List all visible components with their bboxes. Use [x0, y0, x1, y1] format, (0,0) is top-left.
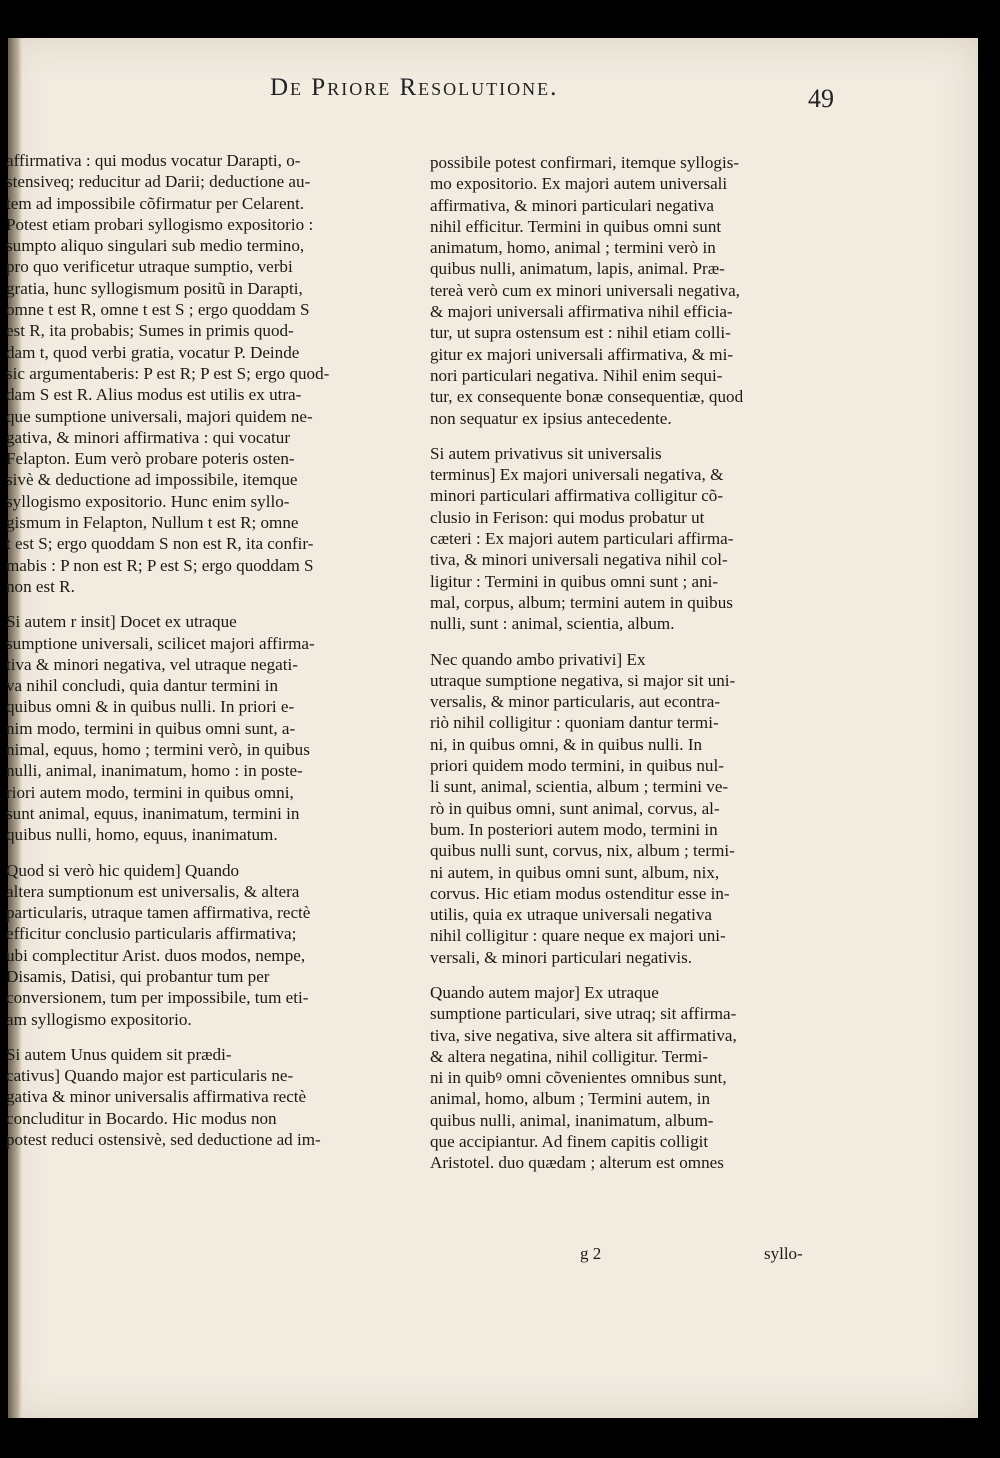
text-line: dam t, quod verbi gratia, vocatur P. Deinde — [6, 342, 300, 362]
left-text-column — [6, 150, 402, 1150]
text-line: am syllogismo expositorio. — [6, 1009, 192, 1029]
text-line: nulli, sunt : animal, scientia, album. — [430, 614, 675, 634]
text-line: pro quo verificetur utraque sumptio, verbi — [6, 257, 293, 277]
text-line: Quando autem major] Ex utraque — [430, 982, 659, 1002]
text-line: Felapton. Eum verò probare poteris osten- — [6, 449, 295, 469]
text-line: conversionem, tum per impossibile, tum eti- — [6, 988, 309, 1008]
text-line: mabis : P non est R; P est S; ergo quoddam S — [6, 555, 314, 575]
text-line: animatum, homo, animal ; termini verò in — [430, 238, 716, 258]
text-line: riò nihil colligitur : quoniam dantur termi- — [430, 713, 719, 733]
text-line: tiva, sive negativa, sive altera sit affirmativa, — [430, 1025, 737, 1045]
text-line: cæteri : Ex majori autem particulari affirma- — [430, 529, 734, 549]
text-line: ni, in quibus omni, & in quibus nulli. In — [430, 734, 703, 754]
text-line: syllogismo expositorio. Hunc enim syllo- — [6, 491, 290, 511]
text-line: quibus omni & in quibus nulli. In priori e- — [6, 697, 295, 717]
text-line: terminus] Ex majori universali negativa, & — [430, 465, 724, 485]
text-line: Si autem privativus sit universalis — [430, 443, 662, 463]
text-line: gativa & minor universalis affirmativa rectè — [6, 1087, 307, 1107]
text-line: & majori universali affirmativa nihil efficia- — [430, 302, 733, 322]
text-line: cativus] Quando major est particularis ne- — [6, 1066, 294, 1086]
paragraph — [430, 152, 842, 429]
text-line: ni in quibꝰ omni cõvenientes omnibus sunt, — [430, 1068, 727, 1088]
text-line: utraque sumptione negativa, si major sit uni- — [430, 670, 736, 690]
text-line: quibus nulli, animatum, lapis, animal. Præ- — [430, 259, 725, 279]
text-line: sumptione universali, scilicet majori affirma- — [6, 633, 315, 653]
text-line: li sunt, animal, scientia, album ; termini ve- — [430, 777, 729, 797]
text-line: ligitur : Termini in quibus omni sunt ; ani- — [430, 571, 719, 591]
text-line: Disamis, Datisi, qui probantur tum per — [6, 966, 270, 986]
text-line: tereà verò cum ex minori universali negativa, — [430, 280, 740, 300]
text-line: Si autem Unus quidem sit prædi- — [6, 1044, 232, 1064]
text-line: tur, ut supra ostensum est : nihil etiam colli- — [430, 323, 731, 343]
text-line: gismum in Felapton, Nullum t est R; omne — [6, 513, 299, 533]
right-text-column — [430, 152, 842, 1174]
text-line: ubi complectitur Arist. duos modos, nempe, — [6, 945, 306, 965]
paragraph — [6, 860, 402, 1030]
text-line: va nihil concludi, quia dantur termini in — [6, 676, 279, 696]
text-line: animal, homo, album ; Termini autem, in — [430, 1089, 711, 1109]
text-line: altera sumptionum est universalis, & altera — [6, 881, 300, 901]
paragraph — [6, 611, 402, 845]
text-line: gratia, hunc syllogismum positũ in Darapti, — [6, 278, 303, 298]
text-line: que sumptione universali, majori quidem ne- — [6, 406, 313, 426]
text-line: particularis, utraque tamen affirmativa, rectè — [6, 903, 311, 923]
text-line: sunt animal, equus, inanimatum, termini in — [6, 803, 300, 823]
text-line: nim modo, termini in quibus omni sunt, a- — [6, 718, 296, 738]
text-line: que accipiantur. Ad finem capitis colligit — [430, 1132, 709, 1152]
text-line: nimal, equus, homo ; termini verò, in quibus — [6, 740, 310, 760]
text-line: ni autem, in quibus omni sunt, album, nix, — [430, 862, 720, 882]
paragraph — [6, 1044, 402, 1150]
text-line: omne t est R, omne t est S ; ergo quoddam S — [6, 300, 310, 320]
paragraph — [430, 649, 842, 968]
text-line: nori particulari negativa. Nihil enim sequi- — [430, 365, 723, 385]
text-line: nihil colligitur : quare neque ex majori uni- — [430, 926, 726, 946]
page-number: 49 — [808, 84, 834, 113]
text-line: t est S; ergo quoddam S non est R, ita confir- — [6, 534, 314, 554]
text-line: tur, ex consequente bonæ consequentiæ, quod — [430, 387, 744, 407]
text-line: quibus nulli, homo, equus, inanimatum. — [6, 825, 278, 845]
text-line: Quod si verò hic quidem] Quando — [6, 860, 240, 880]
text-line: & altera negatina, nihil colligitur. Termi- — [430, 1046, 709, 1066]
text-line: versali, & minori particulari negativis. — [430, 947, 693, 967]
text-line: Nec quando ambo privativi] Ex — [430, 649, 646, 669]
text-line: stensiveq; reducitur ad Darii; deductione au- — [6, 172, 311, 192]
text-line: Aristotel. duo quædam ; alterum est omnes — [430, 1153, 724, 1173]
text-line: sic argumentaberis: P est R; P est S; ergo quod- — [6, 363, 330, 383]
text-line: minori particulari affirmativa colligitur cõ- — [430, 486, 724, 506]
text-line: affirmativa : qui modus vocatur Darapti, o- — [6, 151, 301, 170]
text-line: gitur ex majori universali affirmativa, & mi- — [430, 344, 734, 364]
text-line: dam S est R. Alius modus est utilis ex utra- — [6, 385, 302, 405]
text-line: quibus nulli, animal, inanimatum, album- — [430, 1110, 714, 1130]
paragraph — [6, 150, 402, 597]
text-line: gativa, & minori affirmativa : qui vocatur — [6, 427, 291, 447]
catchword: syllo- — [764, 1244, 803, 1263]
text-line: concluditur in Bocardo. Hic modus non — [6, 1108, 277, 1128]
text-line: efficitur conclusio particularis affirmativa; — [6, 924, 297, 944]
text-line: tiva & minori negativa, vel utraque negati- — [6, 654, 298, 674]
text-line: Potest etiam probari syllogismo expositorio : — [6, 214, 314, 234]
text-line: bum. In posteriori autem modo, termini in — [430, 819, 718, 839]
text-line: mal, corpus, album; termini autem in quibus — [430, 592, 733, 612]
text-line: priori quidem modo termini, in quibus nul- — [430, 756, 724, 776]
text-line: utilis, quia ex utraque universali negativa — [430, 905, 712, 925]
text-line: corvus. Hic etiam modus ostenditur esse in- — [430, 883, 730, 903]
text-line: non est R. — [6, 576, 75, 596]
text-line: sumpto aliquo singulari sub medio termino, — [6, 236, 305, 256]
text-line: tiva, & minori universali negativa nihil col- — [430, 550, 728, 570]
signature-mark: g 2 — [580, 1244, 602, 1263]
text-line: sumptione particulari, sive utraq; sit affirma- — [430, 1004, 737, 1024]
text-line: rò in quibus omni, sunt animal, corvus, al- — [430, 798, 720, 818]
text-line: mo expositorio. Ex majori autem universali — [430, 174, 728, 194]
text-line: tem ad impossibile cõfirmatur per Celarent. — [6, 193, 305, 213]
text-line: non sequatur ex ipsius antecedente. — [430, 408, 672, 428]
running-header: De Priore Resolutione. — [270, 74, 559, 101]
text-line: est R, ita probabis; Sumes in primis quod- — [6, 321, 294, 341]
text-line: potest reduci ostensivè, sed deductione ad im- — [6, 1130, 321, 1150]
text-line: affirmativa, & minori particulari negativa — [430, 195, 714, 215]
text-line: versalis, & minor particularis, aut econtra- — [430, 692, 721, 712]
text-line: clusio in Ferison: qui modus probatur ut — [430, 507, 705, 527]
text-line: nihil efficitur. Termini in quibus omni sunt — [430, 216, 722, 236]
text-line: riori autem modo, termini in quibus omni, — [6, 782, 294, 802]
text-line: Si autem r insit] Docet ex utraque — [6, 612, 237, 632]
paragraph — [430, 443, 842, 635]
text-line: possibile potest confirmari, itemque syllogis- — [430, 153, 740, 172]
text-line: quibus nulli sunt, corvus, nix, album ; termi- — [430, 841, 735, 861]
paragraph — [430, 982, 842, 1174]
text-line: sivè & deductione ad impossibile, itemque — [6, 470, 298, 490]
text-line: nulli, animal, inanimatum, homo : in poste- — [6, 761, 303, 781]
